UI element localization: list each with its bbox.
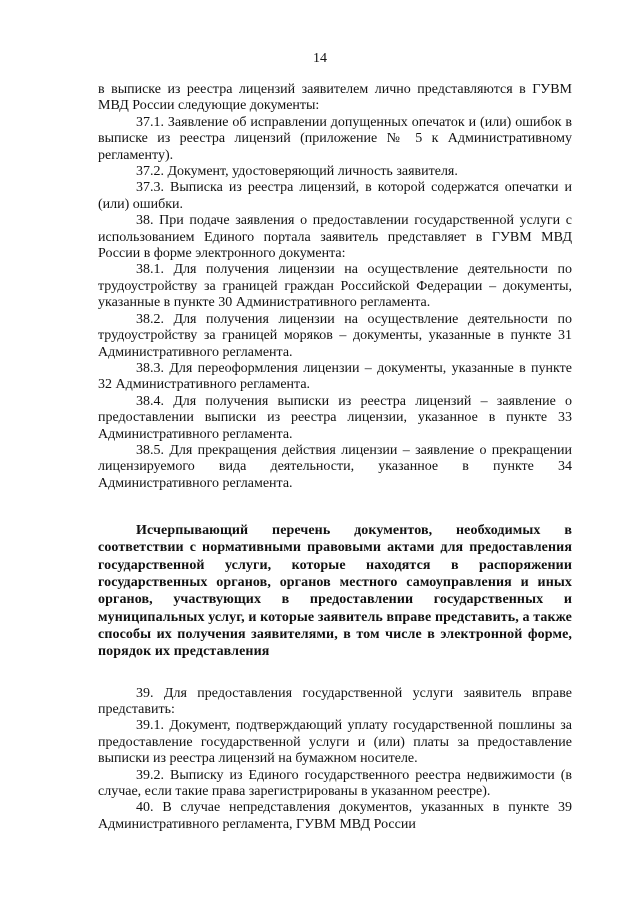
- section-spacer: [98, 492, 572, 522]
- paragraph-38-3: 38.3. Для переоформления лицензии – документы, указанные в пункте 32 Административного регламента.: [98, 360, 572, 393]
- paragraph-38-4: 38.4. Для получения выписки из реестра лицензий – заявление о предоставлении выписки из реестра лицензии, указанное в пункте 33 Административного регламента.: [98, 393, 572, 442]
- paragraph-38-1: 38.1. Для получения лицензии на осуществление деятельности по трудоустройству за границей граждан Российской Федерации – документы, указанные в пункте 30 Административного регламента.: [98, 262, 572, 311]
- paragraph-39-2: 39.2. Выписку из Единого государственного реестра недвижимости (в случае, если такие права зарегистрированы в указанном реестре).: [98, 767, 572, 799]
- paragraph-40: 40. В случае непредставления документов, указанных в пункте 39 Административного регламента, ГУВМ МВД России: [98, 800, 572, 832]
- document-body: [98, 82, 572, 833]
- paragraph-38-5: 38.5. Для прекращения действия лицензии – заявление о прекращении лицензируемого вида деятельности, указанное в пункте 34 Административного регламента.: [98, 442, 572, 491]
- paragraph-38: 38. При подаче заявления о предоставлении государственной услуги с использованием Единого портала заявитель представляет в ГУВМ МВД России в форме электронного документа:: [98, 213, 572, 262]
- paragraph-39-1: 39.1. Документ, подтверждающий уплату государственной пошлины за предоставление государственной услуги и (или) платы за предоставление выписки из реестра лицензий на бумажном носителе.: [98, 718, 572, 767]
- paragraph-39: 39. Для предоставления государственной услуги заявитель вправе представить:: [98, 685, 572, 717]
- paragraph-continuation: в выписке из реестра лицензий заявителем лично представляются в ГУВМ МВД России следующие документы:: [98, 82, 572, 114]
- paragraph-37-2: 37.2. Документ, удостоверяющий личность заявителя.: [136, 164, 458, 180]
- section-heading: Исчерпывающий перечень документов, необходимых в соответствии с нормативными правовыми актами для предоставления государственной услуги, которые находятся в распоряжении государственных органов, органов местного самоуправления и иных органов, участвующих в предоставлении государственных и муниципальных услуг, и которые заявитель вправе представить, а также способы их получения заявителями, в том числе в электронной форме, порядок их представления: [98, 523, 572, 660]
- paragraph-37-1: 37.1. Заявление об исправлении допущенных опечаток и (или) ошибок в выписке из реестра лицензий (приложение № 5 к Административному регламенту).: [98, 114, 572, 163]
- section-spacer: [98, 661, 572, 686]
- page-number: 14: [313, 51, 327, 66]
- paragraph-38-2: 38.2. Для получения лицензии на осуществление деятельности по трудоустройству за границей моряков – документы, указанные в пункте 31 Административного регламента.: [98, 311, 572, 360]
- paragraph-37-3: 37.3. Выписка из реестра лицензий, в которой содержатся опечатки и (или) ошибки.: [98, 180, 572, 212]
